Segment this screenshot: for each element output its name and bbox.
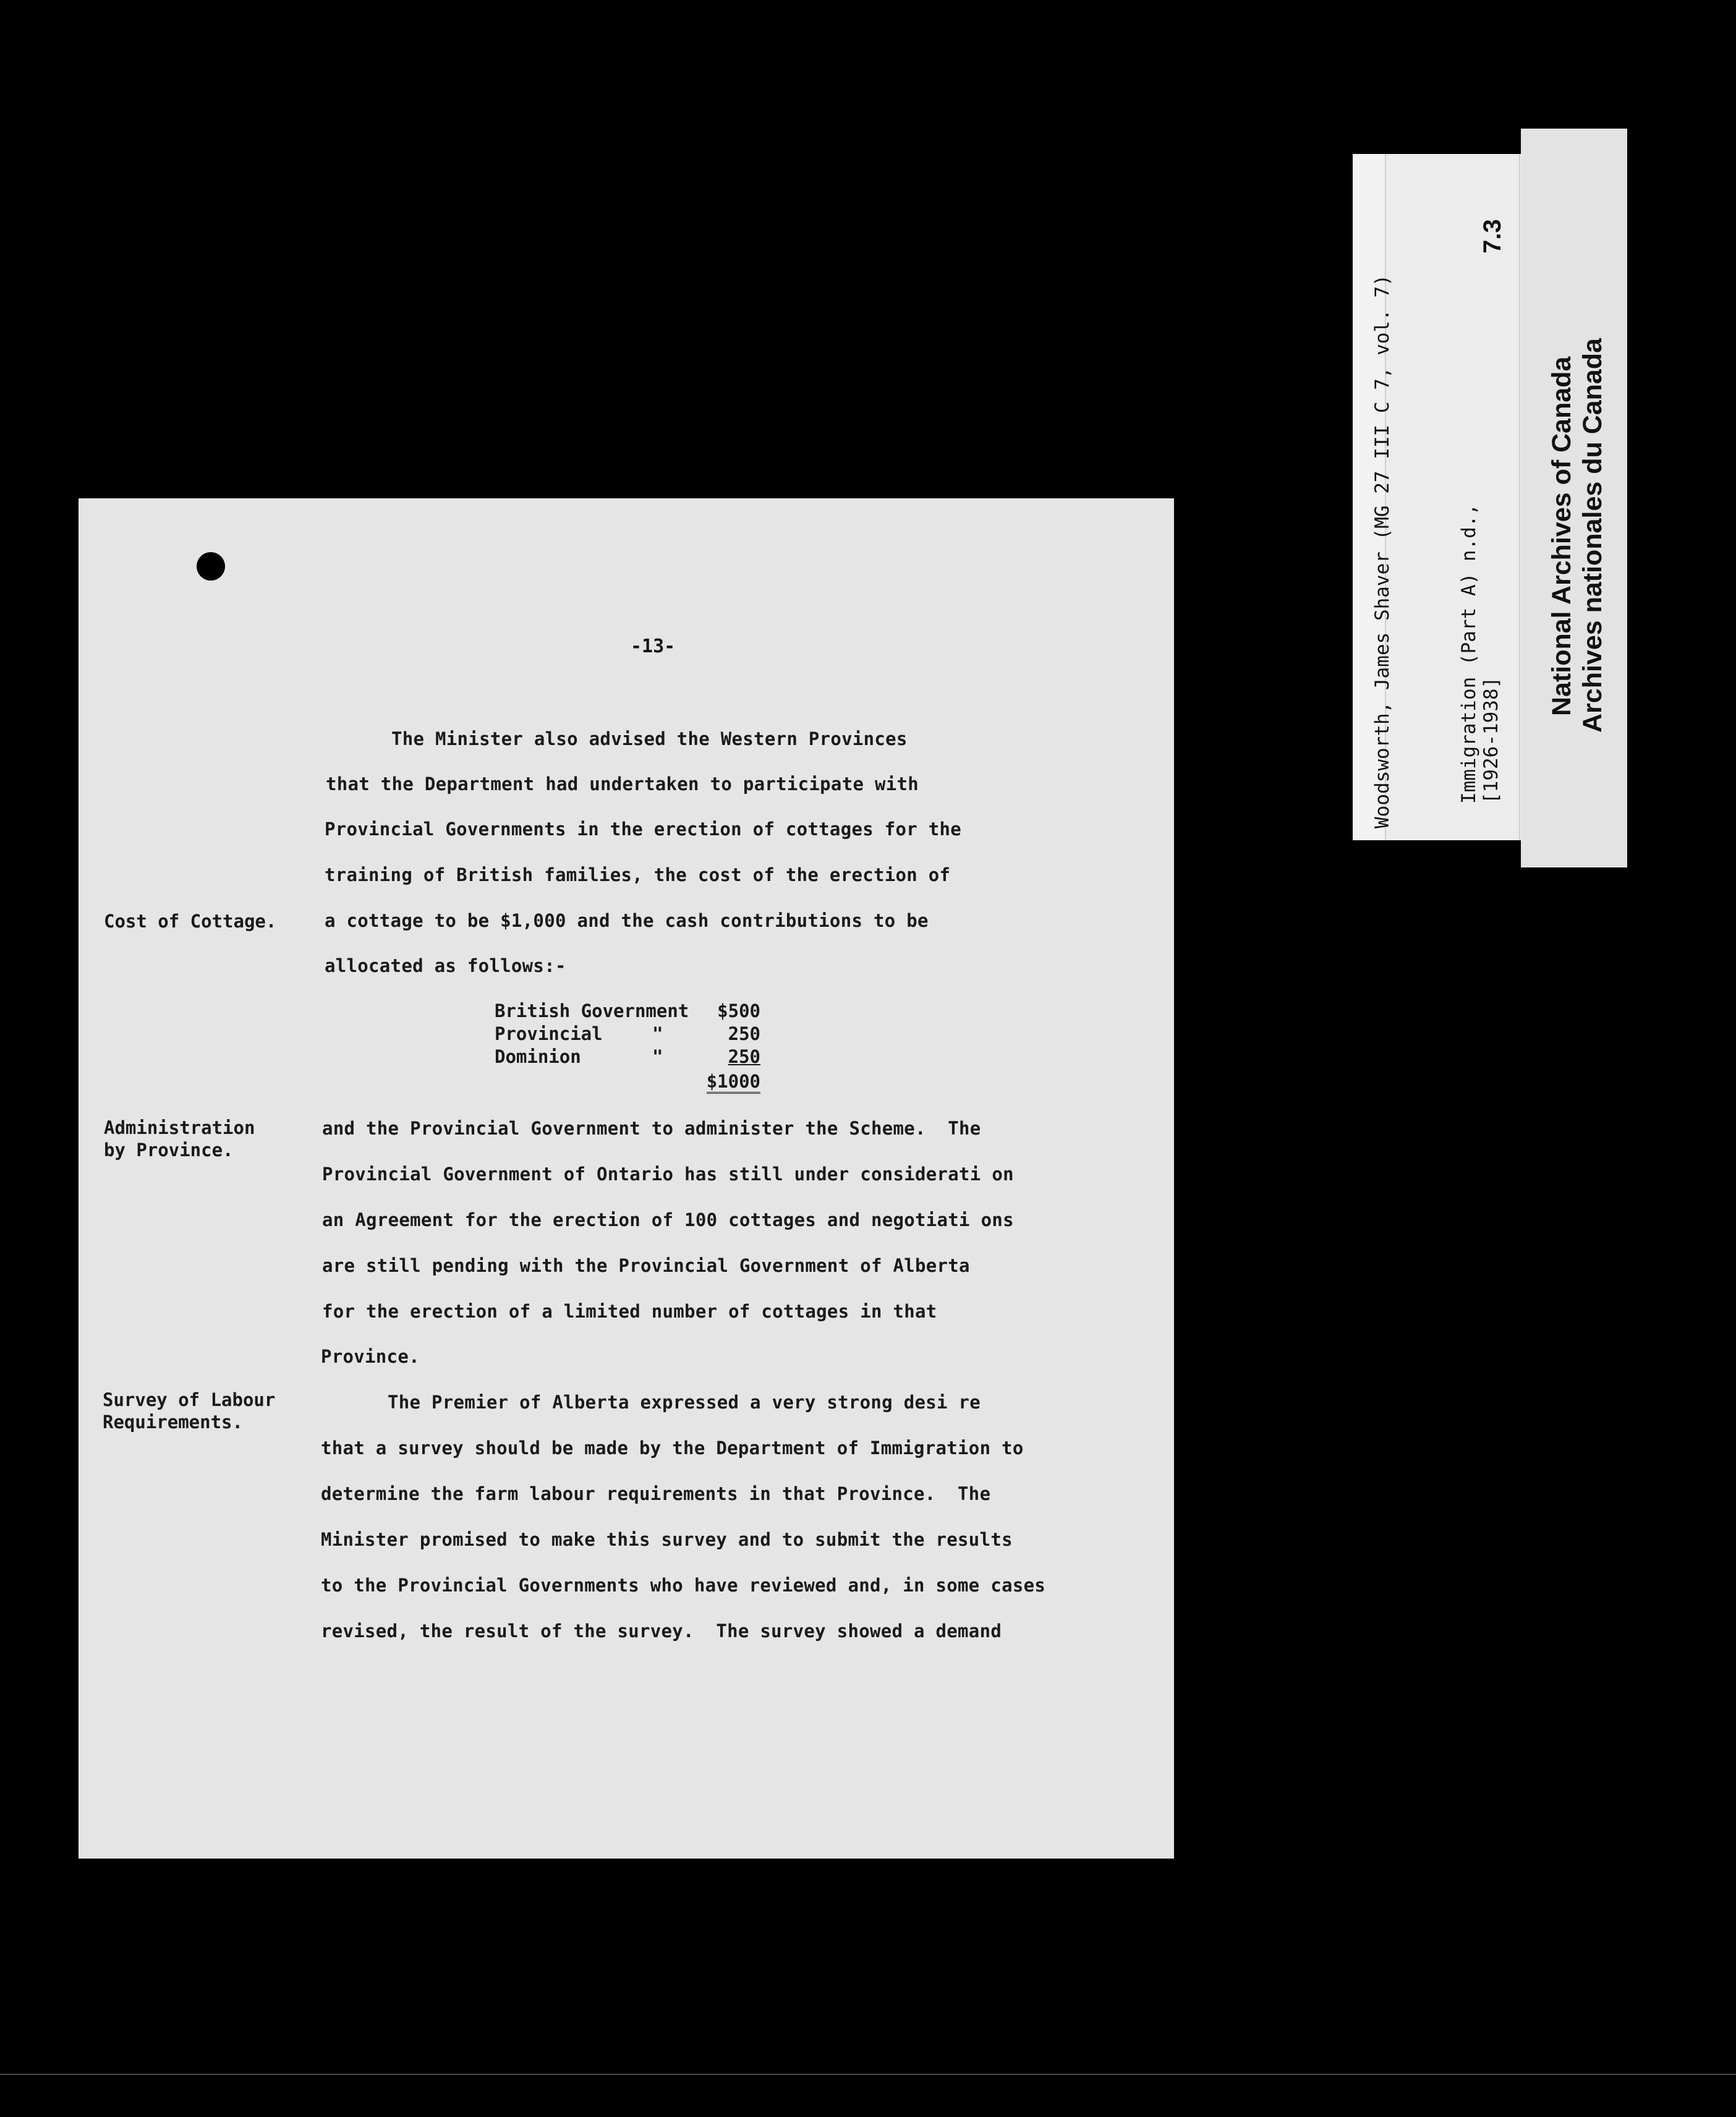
allocation-label: British Government: [495, 1000, 689, 1021]
allocation-label: Dominion: [495, 1046, 581, 1067]
label-file: Immigration (Part A) n.d.,: [1458, 503, 1480, 804]
label-dates: [1926-1938]: [1480, 676, 1502, 804]
body-line: to the Provincial Governments who have reviewed and, in some cases: [321, 1575, 1046, 1596]
allocation-total: $1000: [707, 1071, 760, 1094]
body-line: revised, the result of the survey. The survey showed a demand: [321, 1621, 1002, 1642]
label-fonds: Woodsworth, James Shaver (MG 27 III C 7, vol. 7): [1371, 275, 1393, 828]
label-archive-en: National Archives of Canada: [1547, 356, 1576, 716]
allocation-amount: 250: [728, 1046, 760, 1067]
side-note-cost: Cost of Cottage.: [104, 911, 277, 932]
body-line: and the Provincial Government to administer the Scheme. The: [322, 1118, 981, 1139]
body-line: Provincial Government of Ontario has still under considerati on: [322, 1164, 1014, 1185]
body-line: an Agreement for the erection of 100 cottages and negotiati ons: [322, 1209, 1014, 1230]
divider: [0, 2074, 1736, 2075]
label-reel: 7.3: [1479, 219, 1506, 253]
body-line: allocated as follows:-: [325, 955, 566, 976]
body-line: Minister promised to make this survey and to submit the results: [321, 1529, 1013, 1550]
allocation-total-wrap: [699, 1071, 760, 1092]
ditto-mark: ": [652, 1046, 663, 1067]
body-line: that the Department had undertaken to participate with: [326, 773, 919, 794]
allocation-amount: $500: [717, 1000, 760, 1021]
body-line: training of British families, the cost of the erection of: [325, 864, 951, 885]
body-line: determine the farm labour requirements in that Province. The: [321, 1483, 991, 1504]
page-number: -13-: [631, 636, 676, 657]
body-line: Province.: [321, 1346, 420, 1367]
ditto-mark: ": [652, 1023, 663, 1044]
allocation-amount: 250: [728, 1023, 760, 1044]
label-archive-fr: Archives nationales du Canada: [1578, 338, 1607, 733]
body-line: that a survey should be made by the Department of Immigration to: [321, 1438, 1024, 1459]
body-line: Provincial Governments in the erection of cottages for the: [325, 819, 962, 840]
side-note-survey: Survey of Labour Requirements.: [103, 1389, 276, 1433]
allocation-label: Provincial: [495, 1023, 603, 1044]
body-line: for the erection of a limited number of cottages in that: [322, 1301, 937, 1322]
side-note-admin: Administration by Province.: [104, 1117, 255, 1161]
body-line: are still pending with the Provincial Government of Alberta: [322, 1255, 970, 1276]
body-line: The Premier of Alberta expressed a very strong desi re: [388, 1392, 981, 1413]
body-line: The Minister also advised the Western Provinces: [391, 728, 908, 749]
punch-hole: [197, 552, 225, 581]
body-line: a cottage to be $1,000 and the cash contributions to be: [325, 910, 929, 931]
